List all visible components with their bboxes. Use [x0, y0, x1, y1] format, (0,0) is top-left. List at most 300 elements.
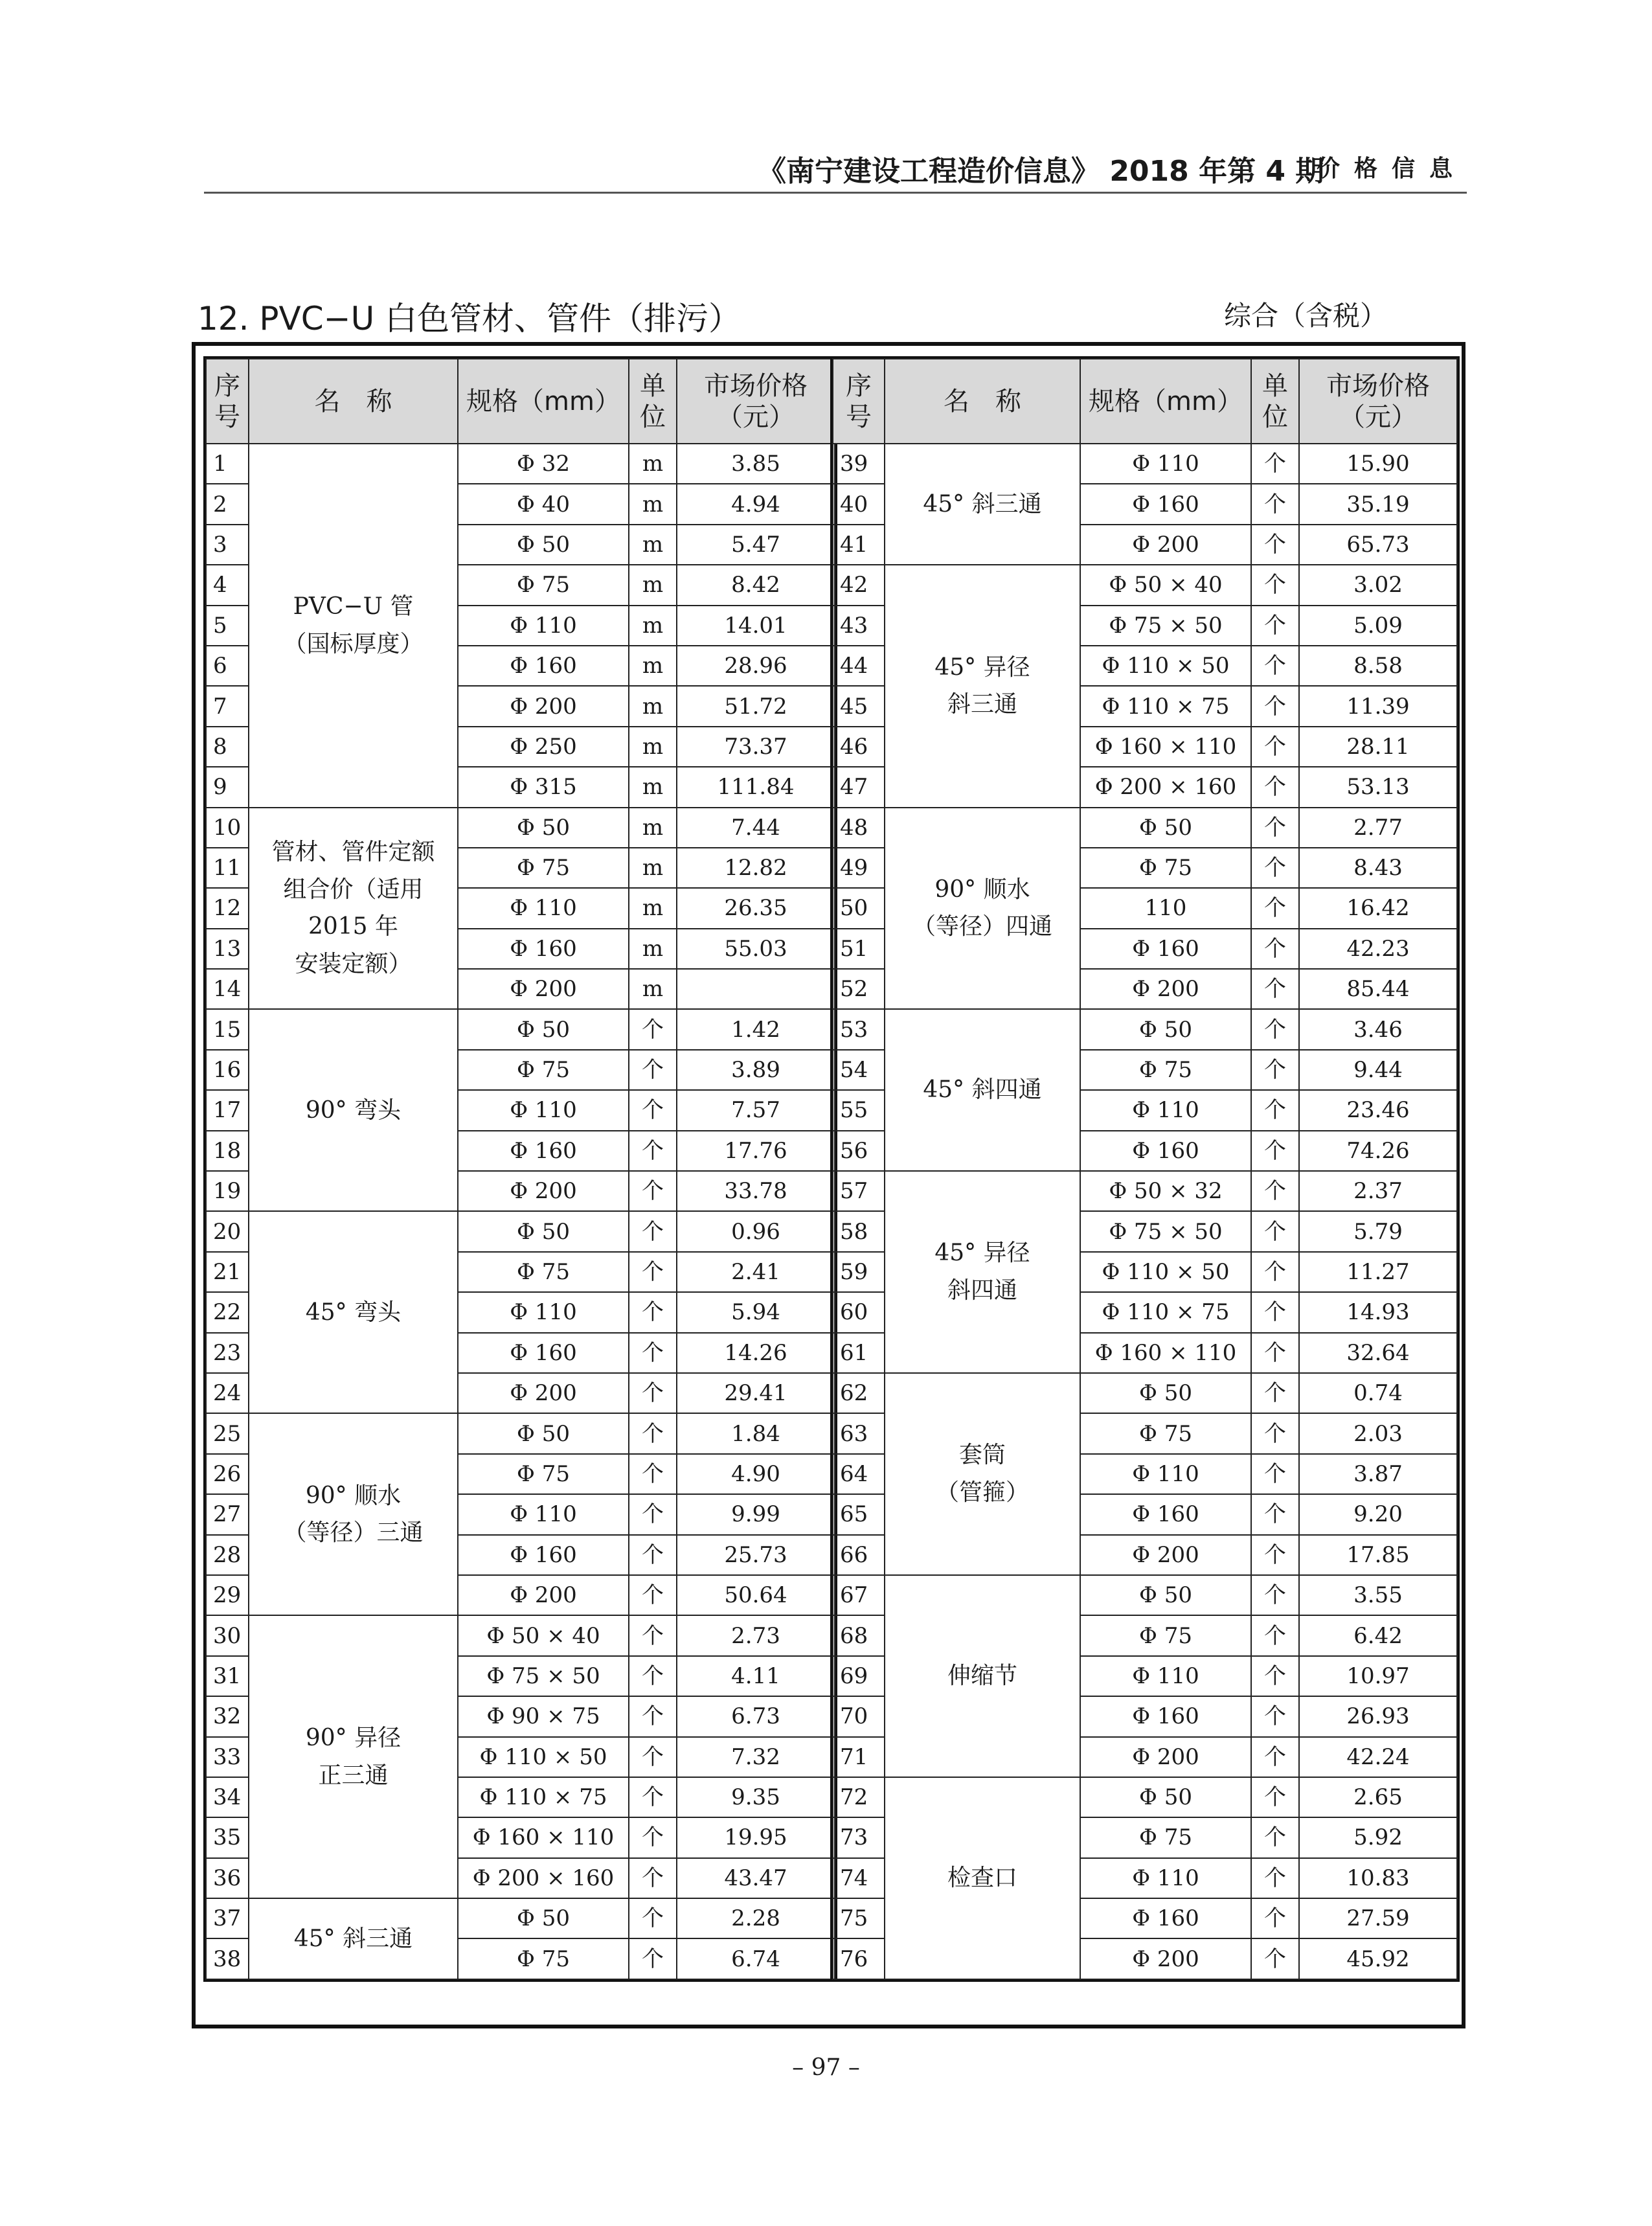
item-price: 0.96 — [677, 1211, 835, 1251]
table-row — [833, 808, 1457, 848]
item-spec: Φ 50 — [1080, 808, 1251, 848]
item-spec: Φ 160 × 110 — [1080, 1333, 1251, 1373]
row-number: 15 — [206, 1009, 249, 1049]
item-spec: Φ 250 — [458, 727, 629, 767]
item-unit: m — [629, 484, 677, 524]
item-spec: Φ 160 — [458, 929, 629, 969]
row-number: 74 — [833, 1858, 885, 1898]
item-spec: Φ 110 — [1080, 1656, 1251, 1696]
item-unit: 个 — [629, 1575, 677, 1615]
item-unit: 个 — [629, 1413, 677, 1453]
item-unit: 个 — [629, 1050, 677, 1090]
item-price: 29.41 — [677, 1373, 835, 1413]
item-spec: Φ 110 × 75 — [1080, 686, 1251, 726]
item-spec: Φ 160 — [1080, 1696, 1251, 1736]
item-price: 51.72 — [677, 686, 835, 726]
item-unit: 个 — [629, 1090, 677, 1130]
col-header-name: 名 称 — [249, 359, 458, 444]
item-unit: 个 — [1251, 1131, 1299, 1171]
item-price: 3.85 — [677, 444, 835, 484]
row-number: 53 — [833, 1009, 885, 1049]
table-row — [206, 1615, 835, 1655]
item-spec: Φ 110 — [1080, 444, 1251, 484]
row-number: 58 — [833, 1211, 885, 1251]
item-unit: 个 — [629, 1696, 677, 1736]
item-unit: 个 — [1251, 444, 1299, 484]
item-spec: Φ 75 × 50 — [1080, 1211, 1251, 1251]
item-spec: Φ 200 × 160 — [1080, 767, 1251, 807]
col-header-spec: 规格（mm） — [1080, 359, 1251, 444]
item-spec: Φ 50 × 40 — [458, 1615, 629, 1655]
item-unit: m — [629, 525, 677, 565]
table-row — [833, 1009, 1457, 1049]
row-number: 44 — [833, 646, 885, 686]
page-number: – 97 – — [792, 2054, 860, 2081]
item-price: 14.01 — [677, 606, 835, 646]
row-number: 23 — [206, 1333, 249, 1373]
item-unit: 个 — [1251, 1373, 1299, 1413]
item-spec: Φ 110 — [458, 1090, 629, 1130]
item-spec: Φ 75 × 50 — [1080, 606, 1251, 646]
item-unit: 个 — [1251, 1938, 1299, 1979]
row-number: 61 — [833, 1333, 885, 1373]
row-number: 71 — [833, 1737, 885, 1777]
item-unit: 个 — [629, 1373, 677, 1413]
price-table-left — [205, 358, 835, 1980]
row-number: 31 — [206, 1656, 249, 1696]
item-spec: Φ 75 — [1080, 1615, 1251, 1655]
item-price: 9.99 — [677, 1494, 835, 1534]
item-name: 检查口 — [885, 1777, 1080, 1979]
col-header-no: 序 号 — [206, 359, 249, 444]
item-spec: Φ 200 × 160 — [458, 1858, 629, 1898]
item-unit: 个 — [1251, 1171, 1299, 1211]
item-spec: Φ 90 × 75 — [458, 1696, 629, 1736]
item-spec: Φ 200 — [1080, 525, 1251, 565]
table-row — [833, 1777, 1457, 1817]
item-price: 14.93 — [1299, 1292, 1457, 1332]
item-price: 17.76 — [677, 1131, 835, 1171]
item-price: 73.37 — [677, 727, 835, 767]
item-unit: m — [629, 646, 677, 686]
table-row — [833, 1171, 1457, 1211]
table-row — [833, 444, 1457, 484]
item-spec: Φ 110 — [458, 1292, 629, 1332]
item-unit: 个 — [629, 1535, 677, 1575]
row-number: 4 — [206, 565, 249, 605]
row-number: 33 — [206, 1737, 249, 1777]
item-price: 9.44 — [1299, 1050, 1457, 1090]
item-price: 26.93 — [1299, 1696, 1457, 1736]
item-price: 111.84 — [677, 767, 835, 807]
item-unit: 个 — [1251, 484, 1299, 524]
item-price: 26.35 — [677, 888, 835, 928]
item-unit: 个 — [1251, 606, 1299, 646]
item-spec: Φ 110 — [458, 888, 629, 928]
item-unit: m — [629, 929, 677, 969]
table-row — [206, 1009, 835, 1049]
table-frame — [192, 342, 1465, 2028]
item-unit: 个 — [1251, 1696, 1299, 1736]
item-price: 1.84 — [677, 1413, 835, 1453]
item-unit: m — [629, 565, 677, 605]
row-number: 19 — [206, 1171, 249, 1211]
row-number: 39 — [833, 444, 885, 484]
item-price: 28.11 — [1299, 727, 1457, 767]
item-unit: 个 — [629, 1858, 677, 1898]
item-unit: 个 — [629, 1333, 677, 1373]
item-spec: Φ 32 — [458, 444, 629, 484]
header-row — [206, 359, 835, 444]
row-number: 49 — [833, 848, 885, 888]
item-price: 8.58 — [1299, 646, 1457, 686]
item-unit: 个 — [1251, 1050, 1299, 1090]
item-unit: 个 — [1251, 1009, 1299, 1049]
row-number: 60 — [833, 1292, 885, 1332]
item-name: PVC−U 管 （国标厚度） — [249, 444, 458, 808]
item-price: 5.79 — [1299, 1211, 1457, 1251]
row-number: 17 — [206, 1090, 249, 1130]
row-number: 25 — [206, 1413, 249, 1453]
item-price: 8.42 — [677, 565, 835, 605]
item-spec: Φ 160 — [458, 646, 629, 686]
item-name: 45° 异径 斜四通 — [885, 1171, 1080, 1373]
row-number: 38 — [206, 1938, 249, 1979]
col-header-unit: 单 位 — [629, 359, 677, 444]
item-unit: 个 — [1251, 1898, 1299, 1938]
item-unit: 个 — [1251, 1535, 1299, 1575]
price-table-right — [832, 358, 1458, 1980]
item-price: 9.35 — [677, 1777, 835, 1817]
item-unit: 个 — [1251, 1333, 1299, 1373]
row-number: 69 — [833, 1656, 885, 1696]
item-spec: Φ 160 — [1080, 1494, 1251, 1534]
row-number: 72 — [833, 1777, 885, 1817]
row-number: 37 — [206, 1898, 249, 1938]
row-number: 62 — [833, 1373, 885, 1413]
item-spec: Φ 50 × 40 — [1080, 565, 1251, 605]
col-header-unit: 单 位 — [1251, 359, 1299, 444]
item-spec: Φ 110 × 50 — [1080, 1252, 1251, 1292]
item-price: 4.94 — [677, 484, 835, 524]
row-number: 28 — [206, 1535, 249, 1575]
item-price: 3.89 — [677, 1050, 835, 1090]
row-number: 24 — [206, 1373, 249, 1413]
item-spec: Φ 75 — [458, 1938, 629, 1979]
item-unit: 个 — [629, 1737, 677, 1777]
row-number: 54 — [833, 1050, 885, 1090]
item-unit: 个 — [1251, 1817, 1299, 1857]
item-spec: Φ 75 — [458, 1252, 629, 1292]
item-spec: Φ 160 — [1080, 929, 1251, 969]
item-unit: 个 — [1251, 1858, 1299, 1898]
item-price: 15.90 — [1299, 444, 1457, 484]
row-number: 22 — [206, 1292, 249, 1332]
item-price: 10.83 — [1299, 1858, 1457, 1898]
item-spec: Φ 50 — [1080, 1777, 1251, 1817]
item-unit: 个 — [1251, 525, 1299, 565]
item-unit: 个 — [629, 1615, 677, 1655]
item-spec: Φ 50 — [458, 1413, 629, 1453]
item-price: 45.92 — [1299, 1938, 1457, 1979]
row-number: 13 — [206, 929, 249, 969]
row-number: 18 — [206, 1131, 249, 1171]
item-price: 2.73 — [677, 1615, 835, 1655]
item-spec: Φ 75 — [1080, 848, 1251, 888]
item-unit: m — [629, 969, 677, 1009]
item-price: 10.97 — [1299, 1656, 1457, 1696]
row-number: 32 — [206, 1696, 249, 1736]
item-spec: Φ 110 — [1080, 1858, 1251, 1898]
item-price: 5.47 — [677, 525, 835, 565]
item-price: 6.74 — [677, 1938, 835, 1979]
header-rule — [204, 192, 1467, 194]
row-number: 36 — [206, 1858, 249, 1898]
item-unit: m — [629, 606, 677, 646]
item-name: 90° 异径 正三通 — [249, 1615, 458, 1898]
item-price: 4.90 — [677, 1454, 835, 1494]
item-price: 42.24 — [1299, 1737, 1457, 1777]
item-price: 27.59 — [1299, 1898, 1457, 1938]
item-unit: 个 — [1251, 808, 1299, 848]
item-price: 7.57 — [677, 1090, 835, 1130]
item-price: 3.02 — [1299, 565, 1457, 605]
table-row — [206, 1211, 835, 1251]
item-price: 25.73 — [677, 1535, 835, 1575]
item-price: 42.23 — [1299, 929, 1457, 969]
item-price: 12.82 — [677, 848, 835, 888]
table-row — [833, 1575, 1457, 1615]
item-unit: 个 — [1251, 848, 1299, 888]
right-table-wrapper — [830, 356, 1460, 1982]
item-spec: Φ 50 — [1080, 1575, 1251, 1615]
row-number: 70 — [833, 1696, 885, 1736]
item-unit: 个 — [1251, 1252, 1299, 1292]
row-number: 56 — [833, 1131, 885, 1171]
item-spec: Φ 160 — [458, 1535, 629, 1575]
item-unit: m — [629, 686, 677, 726]
row-number: 20 — [206, 1211, 249, 1251]
item-unit: 个 — [1251, 646, 1299, 686]
item-price: 6.73 — [677, 1696, 835, 1736]
item-name: 伸缩节 — [885, 1575, 1080, 1777]
item-spec: Φ 110 × 50 — [1080, 646, 1251, 686]
item-name: 45° 弯头 — [249, 1211, 458, 1413]
item-unit: m — [629, 727, 677, 767]
item-spec: Φ 200 — [458, 1373, 629, 1413]
header-row — [833, 359, 1457, 444]
item-spec: Φ 160 — [1080, 1898, 1251, 1938]
item-price: 85.44 — [1299, 969, 1457, 1009]
row-number: 14 — [206, 969, 249, 1009]
item-spec: Φ 50 — [1080, 1373, 1251, 1413]
item-price: 14.26 — [677, 1333, 835, 1373]
table-row — [833, 565, 1457, 605]
item-price: 55.03 — [677, 929, 835, 969]
item-spec: Φ 315 — [458, 767, 629, 807]
item-price: 11.27 — [1299, 1252, 1457, 1292]
item-unit: 个 — [1251, 929, 1299, 969]
item-price: 6.42 — [1299, 1615, 1457, 1655]
item-spec: Φ 110 — [1080, 1454, 1251, 1494]
item-unit: 个 — [1251, 1777, 1299, 1817]
row-number: 6 — [206, 646, 249, 686]
item-spec: Φ 200 — [1080, 1737, 1251, 1777]
item-price: 7.44 — [677, 808, 835, 848]
row-number: 43 — [833, 606, 885, 646]
item-unit: 个 — [1251, 1211, 1299, 1251]
row-number: 45 — [833, 686, 885, 726]
row-number: 51 — [833, 929, 885, 969]
row-number: 35 — [206, 1817, 249, 1857]
item-unit: 个 — [629, 1211, 677, 1251]
item-spec: Φ 75 — [1080, 1817, 1251, 1857]
item-unit: 个 — [629, 1898, 677, 1938]
item-unit: 个 — [1251, 1737, 1299, 1777]
item-price: 0.74 — [1299, 1373, 1457, 1413]
table-row — [206, 444, 835, 484]
item-price: 11.39 — [1299, 686, 1457, 726]
item-spec: Φ 160 — [1080, 484, 1251, 524]
item-name: 45° 斜四通 — [885, 1009, 1080, 1171]
item-unit: 个 — [629, 1171, 677, 1211]
row-number: 26 — [206, 1454, 249, 1494]
row-number: 30 — [206, 1615, 249, 1655]
item-price: 65.73 — [1299, 525, 1457, 565]
item-spec: Φ 200 — [458, 969, 629, 1009]
row-number: 41 — [833, 525, 885, 565]
item-name: 管材、管件定额 组合价（适用 2015 年 安装定额） — [249, 808, 458, 1010]
item-price: 53.13 — [1299, 767, 1457, 807]
item-spec: Φ 75 — [458, 1454, 629, 1494]
row-number: 10 — [206, 808, 249, 848]
item-unit: 个 — [629, 1817, 677, 1857]
item-price: 2.03 — [1299, 1413, 1457, 1453]
item-spec: Φ 110 × 75 — [458, 1777, 629, 1817]
table-row — [206, 1413, 835, 1453]
table-title: 12. PVC−U 白色管材、管件（排污） — [198, 300, 741, 337]
item-unit: 个 — [629, 1777, 677, 1817]
row-number: 46 — [833, 727, 885, 767]
row-number: 59 — [833, 1252, 885, 1292]
item-unit: m — [629, 767, 677, 807]
item-price: 2.28 — [677, 1898, 835, 1938]
col-header-spec: 规格（mm） — [458, 359, 629, 444]
item-spec: Φ 50 — [1080, 1009, 1251, 1049]
item-unit: 个 — [1251, 565, 1299, 605]
row-number: 57 — [833, 1171, 885, 1211]
row-number: 11 — [206, 848, 249, 888]
row-number: 66 — [833, 1535, 885, 1575]
item-spec: Φ 110 × 75 — [1080, 1292, 1251, 1332]
item-name: 套筒 （管箍） — [885, 1373, 1080, 1575]
item-name: 45° 异径 斜三通 — [885, 565, 1080, 807]
item-unit: 个 — [629, 1252, 677, 1292]
item-spec: Φ 75 — [1080, 1050, 1251, 1090]
item-spec: Φ 110 — [458, 606, 629, 646]
item-spec: Φ 200 — [458, 686, 629, 726]
item-spec: Φ 50 × 32 — [1080, 1171, 1251, 1211]
item-spec: Φ 200 — [458, 1171, 629, 1211]
item-unit: 个 — [1251, 1494, 1299, 1534]
item-spec: Φ 50 — [458, 1898, 629, 1938]
row-number: 12 — [206, 888, 249, 928]
item-unit: 个 — [629, 1009, 677, 1049]
item-spec: Φ 40 — [458, 484, 629, 524]
item-unit: 个 — [629, 1131, 677, 1171]
col-header-no: 序 号 — [833, 359, 885, 444]
row-number: 75 — [833, 1898, 885, 1938]
item-spec: Φ 50 — [458, 1211, 629, 1251]
item-price — [677, 969, 835, 1009]
item-unit: m — [629, 808, 677, 848]
item-price: 33.78 — [677, 1171, 835, 1211]
item-price: 16.42 — [1299, 888, 1457, 928]
item-spec: Φ 200 — [1080, 1535, 1251, 1575]
item-spec: Φ 75 — [1080, 1413, 1251, 1453]
item-spec: 110 — [1080, 888, 1251, 928]
item-spec: Φ 75 × 50 — [458, 1656, 629, 1696]
row-number: 8 — [206, 727, 249, 767]
item-price: 32.64 — [1299, 1333, 1457, 1373]
item-unit: 个 — [1251, 1656, 1299, 1696]
row-number: 52 — [833, 969, 885, 1009]
item-unit: 个 — [1251, 767, 1299, 807]
item-price: 2.65 — [1299, 1777, 1457, 1817]
item-price: 5.09 — [1299, 606, 1457, 646]
item-price: 2.41 — [677, 1252, 835, 1292]
item-unit: 个 — [1251, 1413, 1299, 1453]
item-unit: 个 — [1251, 1090, 1299, 1130]
item-price: 28.96 — [677, 646, 835, 686]
item-spec: Φ 160 — [458, 1333, 629, 1373]
row-number: 16 — [206, 1050, 249, 1090]
item-price: 74.26 — [1299, 1131, 1457, 1171]
table-row — [833, 1373, 1457, 1413]
row-number: 7 — [206, 686, 249, 726]
page-header — [204, 148, 1467, 193]
item-price: 3.55 — [1299, 1575, 1457, 1615]
item-spec: Φ 160 — [458, 1131, 629, 1171]
item-spec: Φ 75 — [458, 565, 629, 605]
item-name: 90° 顺水 （等径）三通 — [249, 1413, 458, 1615]
item-price: 19.95 — [677, 1817, 835, 1857]
row-number: 48 — [833, 808, 885, 848]
item-price: 2.37 — [1299, 1171, 1457, 1211]
item-unit: 个 — [1251, 1615, 1299, 1655]
item-spec: Φ 110 — [458, 1494, 629, 1534]
item-price: 1.42 — [677, 1009, 835, 1049]
item-price: 17.85 — [1299, 1535, 1457, 1575]
table-row — [206, 808, 835, 848]
item-unit: 个 — [1251, 1575, 1299, 1615]
col-header-price: 市场价格 （元） — [677, 359, 835, 444]
item-unit: 个 — [1251, 1292, 1299, 1332]
item-unit: m — [629, 888, 677, 928]
item-spec: Φ 110 — [1080, 1090, 1251, 1130]
row-number: 67 — [833, 1575, 885, 1615]
item-price: 5.94 — [677, 1292, 835, 1332]
item-spec: Φ 200 — [1080, 969, 1251, 1009]
item-unit: 个 — [629, 1656, 677, 1696]
item-spec: Φ 75 — [458, 848, 629, 888]
item-price: 9.20 — [1299, 1494, 1457, 1534]
item-spec: Φ 75 — [458, 1050, 629, 1090]
item-price: 8.43 — [1299, 848, 1457, 888]
item-unit: 个 — [629, 1938, 677, 1979]
row-number: 3 — [206, 525, 249, 565]
col-header-name: 名 称 — [885, 359, 1080, 444]
